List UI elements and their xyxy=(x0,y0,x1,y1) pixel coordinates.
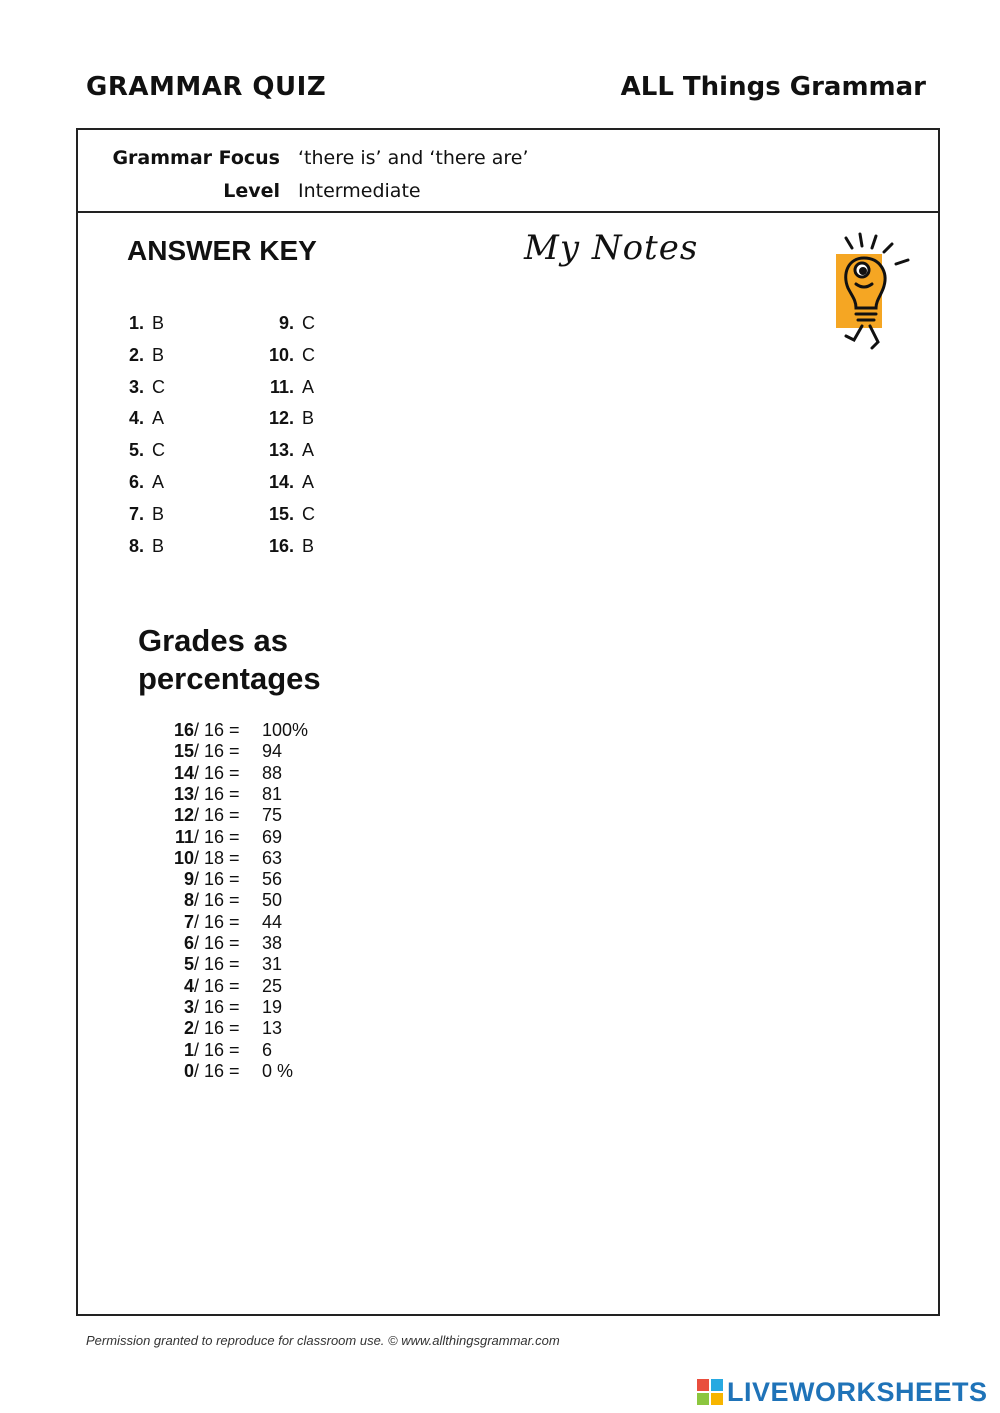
grade-score: 1 xyxy=(183,1039,194,1060)
grade-percentage: 94 xyxy=(262,741,283,762)
grade-denominator: / 16 = xyxy=(194,869,240,890)
question-number: 10. xyxy=(268,344,294,365)
grade-row xyxy=(138,1061,322,1082)
answer-letter: B xyxy=(152,344,165,365)
grade-score: 0 xyxy=(183,1060,194,1081)
grade-denominator: / 16 = xyxy=(194,741,240,762)
answer-letter: B xyxy=(152,535,165,556)
grade-denominator: / 16 = xyxy=(194,911,240,932)
question-number: 7. xyxy=(128,503,144,524)
grade-row xyxy=(138,784,322,805)
grade-score: 7 xyxy=(183,911,194,932)
answer-letter: C xyxy=(152,440,165,461)
answer-letter: C xyxy=(302,344,315,365)
grade-percentage: 75 xyxy=(262,805,283,826)
grade-percentage: 56 xyxy=(262,869,283,890)
grade-denominator: / 18 = xyxy=(194,847,240,868)
grade-percentage: 88 xyxy=(262,762,283,783)
grade-percentage: 69 xyxy=(262,826,283,847)
answer-letter: A xyxy=(302,472,315,492)
grade-percentage: 13 xyxy=(262,1018,283,1039)
page-title: GRAMMAR QUIZ xyxy=(86,72,327,102)
answer-item xyxy=(118,313,164,334)
grade-row xyxy=(138,933,322,954)
grade-score: 10 xyxy=(173,847,194,868)
answer-item xyxy=(118,504,164,525)
grade-row xyxy=(138,720,322,741)
grade-score: 15 xyxy=(173,741,194,762)
lightbulb-character-icon xyxy=(834,230,918,352)
answer-item xyxy=(118,440,165,461)
grade-denominator: / 16 = xyxy=(194,1060,240,1081)
grade-percentage: 19 xyxy=(262,996,283,1017)
grade-score: 12 xyxy=(173,805,194,826)
level-value: Intermediate xyxy=(298,180,421,202)
answer-letter: C xyxy=(152,376,165,397)
grade-percentage: 31 xyxy=(262,954,283,975)
grade-denominator: / 16 = xyxy=(194,1039,240,1060)
answer-key-title: ANSWER KEY xyxy=(127,235,317,266)
grade-score: 8 xyxy=(183,890,194,911)
answer-item xyxy=(258,345,315,366)
grade-denominator: / 16 = xyxy=(194,933,240,953)
grade-percentage: 44 xyxy=(262,911,283,932)
brand-name: ALL Things Grammar xyxy=(620,72,926,102)
grade-row xyxy=(138,741,322,762)
grade-row xyxy=(138,976,322,997)
grade-percentage: 25 xyxy=(262,975,283,996)
grade-score: 16 xyxy=(173,720,194,740)
question-number: 1. xyxy=(128,313,144,333)
grade-denominator: / 16 = xyxy=(194,762,240,783)
grade-denominator: / 16 = xyxy=(194,996,240,1017)
liveworksheets-watermark xyxy=(697,1375,988,1409)
grade-score: 3 xyxy=(183,996,194,1017)
question-number: 4. xyxy=(128,408,144,429)
grade-percentage: 50 xyxy=(262,890,283,911)
permission-footer: Permission granted to reproduce for classroom use. © www.allthingsgrammar.com xyxy=(86,1333,560,1348)
grades-title: Grades as percentages xyxy=(138,623,321,696)
answer-letter: A xyxy=(302,440,315,461)
focus-value: ‘there is’ and ‘there are’ xyxy=(298,147,529,169)
question-number: 5. xyxy=(128,440,144,461)
grade-denominator: / 16 = xyxy=(194,1018,240,1039)
grade-row xyxy=(138,869,322,890)
grade-denominator: / 16 = xyxy=(194,783,240,804)
grade-row xyxy=(138,912,322,933)
answer-item xyxy=(258,313,315,334)
grade-row xyxy=(138,805,322,826)
question-number: 3. xyxy=(128,376,144,397)
grade-score: 11 xyxy=(174,826,194,847)
answer-letter: A xyxy=(152,472,165,492)
question-number: 16. xyxy=(268,535,294,556)
grade-row xyxy=(138,954,322,975)
liveworksheets-logo-icon xyxy=(697,1379,723,1405)
answer-item xyxy=(258,472,314,493)
answer-item xyxy=(118,345,164,366)
answer-item xyxy=(258,504,315,525)
answer-item xyxy=(258,536,314,557)
grade-row xyxy=(138,1018,322,1039)
grade-row xyxy=(138,890,322,911)
grade-percentage: 100% xyxy=(262,720,309,740)
focus-label: Grammar Focus xyxy=(112,147,280,169)
grade-row xyxy=(138,997,322,1018)
answer-letter: A xyxy=(152,408,165,429)
grade-score: 13 xyxy=(173,783,194,804)
answer-item xyxy=(258,408,314,429)
answer-letter: A xyxy=(302,376,315,397)
grade-percentage: 0 % xyxy=(262,1060,294,1081)
answer-item xyxy=(118,536,164,557)
grade-percentage: 81 xyxy=(262,783,283,804)
watermark-text: LIVEWORKSHEETS xyxy=(727,1376,988,1407)
grade-score: 6 xyxy=(183,933,194,953)
answer-letter: B xyxy=(152,313,165,333)
question-number: 11. xyxy=(269,376,294,397)
worksheet-frame xyxy=(76,128,940,1316)
grade-score: 4 xyxy=(183,975,194,996)
question-number: 8. xyxy=(128,535,144,556)
grade-percentage: 38 xyxy=(262,933,283,953)
question-number: 13. xyxy=(268,440,294,461)
answer-letter: C xyxy=(302,503,315,524)
grade-row xyxy=(138,763,322,784)
answer-letter: B xyxy=(302,408,315,429)
grade-denominator: / 16 = xyxy=(194,890,240,911)
answer-item xyxy=(118,472,164,493)
grade-percentage: 6 xyxy=(262,1039,273,1060)
question-number: 6. xyxy=(128,472,144,492)
grade-score: 5 xyxy=(183,954,194,975)
question-number: 15. xyxy=(268,503,294,524)
level-label: Level xyxy=(223,180,280,202)
question-number: 12. xyxy=(268,408,294,429)
question-number: 9. xyxy=(278,313,294,333)
answer-letter: B xyxy=(302,535,315,556)
answer-item xyxy=(258,377,314,398)
grade-row xyxy=(138,1040,322,1061)
grade-denominator: / 16 = xyxy=(194,805,240,826)
grade-score: 9 xyxy=(183,869,194,890)
focus-box xyxy=(78,130,938,213)
answer-letter: B xyxy=(152,503,165,524)
answer-item xyxy=(258,440,314,461)
grade-denominator: / 16 = xyxy=(194,720,240,740)
my-notes-title: My Notes xyxy=(524,228,699,268)
grade-percentage: 63 xyxy=(262,847,283,868)
question-number: 14. xyxy=(268,472,294,492)
grade-denominator: / 16 = xyxy=(194,826,240,847)
answer-item xyxy=(118,377,165,398)
grade-score: 14 xyxy=(173,762,194,783)
grade-denominator: / 16 = xyxy=(194,975,240,996)
grade-row xyxy=(138,848,322,869)
question-number: 2. xyxy=(128,344,144,365)
grade-row xyxy=(138,827,322,848)
answer-item xyxy=(118,408,164,429)
answer-letter: C xyxy=(302,313,315,333)
grade-denominator: / 16 = xyxy=(194,954,240,975)
grade-score: 2 xyxy=(183,1018,194,1039)
